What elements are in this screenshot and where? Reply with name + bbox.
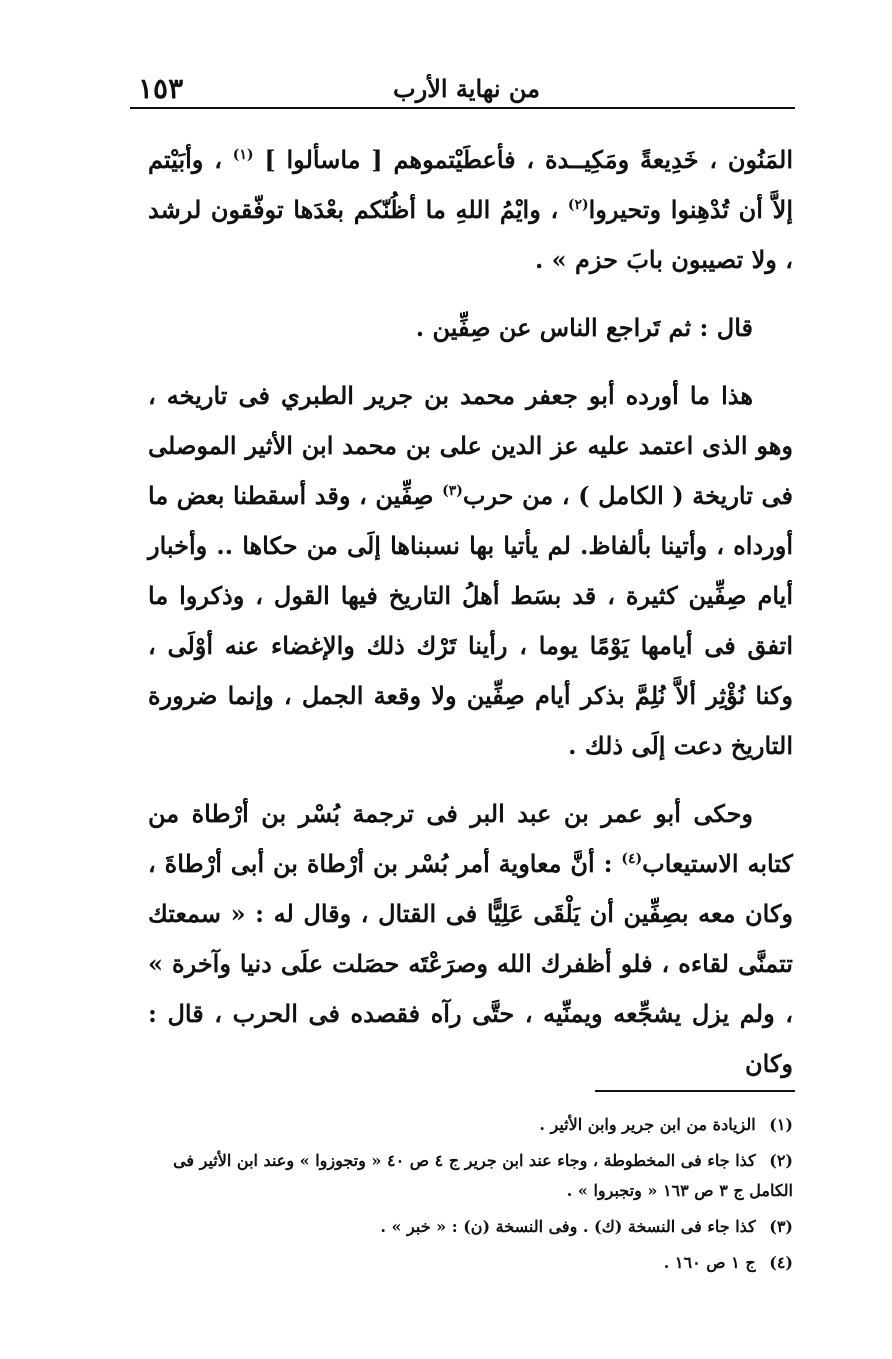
footnote-text: الزيادة من ابن جرير وابن الأثير .	[539, 1115, 756, 1134]
main-text	[148, 135, 793, 1089]
footnote-1	[148, 1110, 793, 1140]
paragraph-1-part-a: المَنُون ، خَدِيعةً ومَكِيــدة ، فأعطَيْتموهم [ ماسألوا ]	[264, 145, 794, 174]
paragraph-1-part-c: ، وايْمُ اللهِ ما أظُنّكم بعْدَها توفّقون لرشد ، ولا تصيبون بابَ حزم » .	[148, 195, 793, 274]
footnote-2	[148, 1146, 793, 1206]
paragraph-3	[148, 371, 793, 771]
paragraph-4-part-a: وحكى أبو عمر بن عبد البر فى ترجمة بُسْر بن أرْطاة من كتابه الاستيعاب	[148, 799, 793, 878]
paragraph-3-part-a: هذا ما أورده أبو جعفر محمد بن جرير الطبري فى تاريخه ، وهو الذى اعتمد عليه عز الدين على بن محمد ابن الأثير الموصلى فى تاريخة ( الكامل ) ، من حرب	[148, 381, 794, 510]
footnote-ref-1: (١)	[232, 147, 254, 163]
paragraph-1-part-b: ، وأبَيْتم إلاَّ أن تُدْهِنوا وتحيروا	[148, 145, 793, 224]
footnote-4	[148, 1248, 793, 1278]
paragraph-1	[148, 135, 793, 285]
running-title: من نهاية الأرب	[393, 74, 540, 103]
footnote-number: (١)	[769, 1115, 793, 1134]
paragraph-2: قال : ثم تَراجع الناس عن صِفِّين .	[415, 313, 753, 342]
footnote-number: (٤)	[769, 1253, 793, 1272]
footnote-number: (٣)	[769, 1217, 793, 1236]
page-header	[130, 72, 795, 112]
footnote-ref-3: (٣)	[442, 483, 463, 499]
page-number: ١٥٣	[138, 72, 184, 105]
footnote-rule	[595, 1090, 795, 1092]
paragraph-3-part-b: صِفِّين ، وقد أسقطنا بعض ما أورداه ، وأتينا بألفاظ. لم يأتيا بها نسبناها إلَى من حكاها .. وأخبار أيام صِفِّين كثيرة ، قد بسَط أهلُ التاريخ فيها القول ، وذكروا ما اتفق فى أيامها يَوْمًا يوما ، رأينا تَرْك ذلك والإغضاء عنه أوْلَى ، وكنا نُؤْثِر ألاَّ نُلِمَّ بذكر أيام صِفِّين ولا وقعة الجمل ، وإنما ضرورة التاريخ دعت إلَى ذلك .	[148, 481, 793, 760]
footnotes	[148, 1110, 793, 1284]
footnote-ref-4: (٤)	[621, 851, 643, 867]
footnote-3	[148, 1212, 793, 1242]
footnote-ref-2: (٢)	[567, 197, 589, 213]
footnote-text: كذا جاء فى المخطوطة ، وجاء عند ابن جرير ج ٤ ص ٤٠ « وتجوزوا » وعند ابن الأثير فى الكامل ج ٣ ص ١٦٣ « وتجبروا » .	[173, 1151, 793, 1200]
paragraph-4	[148, 789, 793, 1089]
header-rule	[130, 107, 795, 109]
paragraph-4-part-b: : أنَّ معاوية أمر بُسْر بن أرْطاة بن أبى أرْطاةَ ، وكان معه بصِفِّين أن يَلْقَى عَلِيًّا فى القتال ، وقال له : « سمعتك تتمنَّى لقاءه ، فلو أظفرك الله وصرَعْتَه حصَلت علَى دنيا وآخرة » ، ولم يزل يشجِّعه ويمنِّيه ، حتَّى رآه فقصده فى الحرب ، قال : وكان	[148, 849, 793, 1078]
footnote-number: (٢)	[769, 1151, 793, 1170]
footnote-text: ج ١ ص ١٦٠ .	[663, 1253, 756, 1272]
footnote-text: كذا جاء فى النسخة (ك) . وفى النسخة (ن) : « خبر » .	[380, 1217, 756, 1236]
